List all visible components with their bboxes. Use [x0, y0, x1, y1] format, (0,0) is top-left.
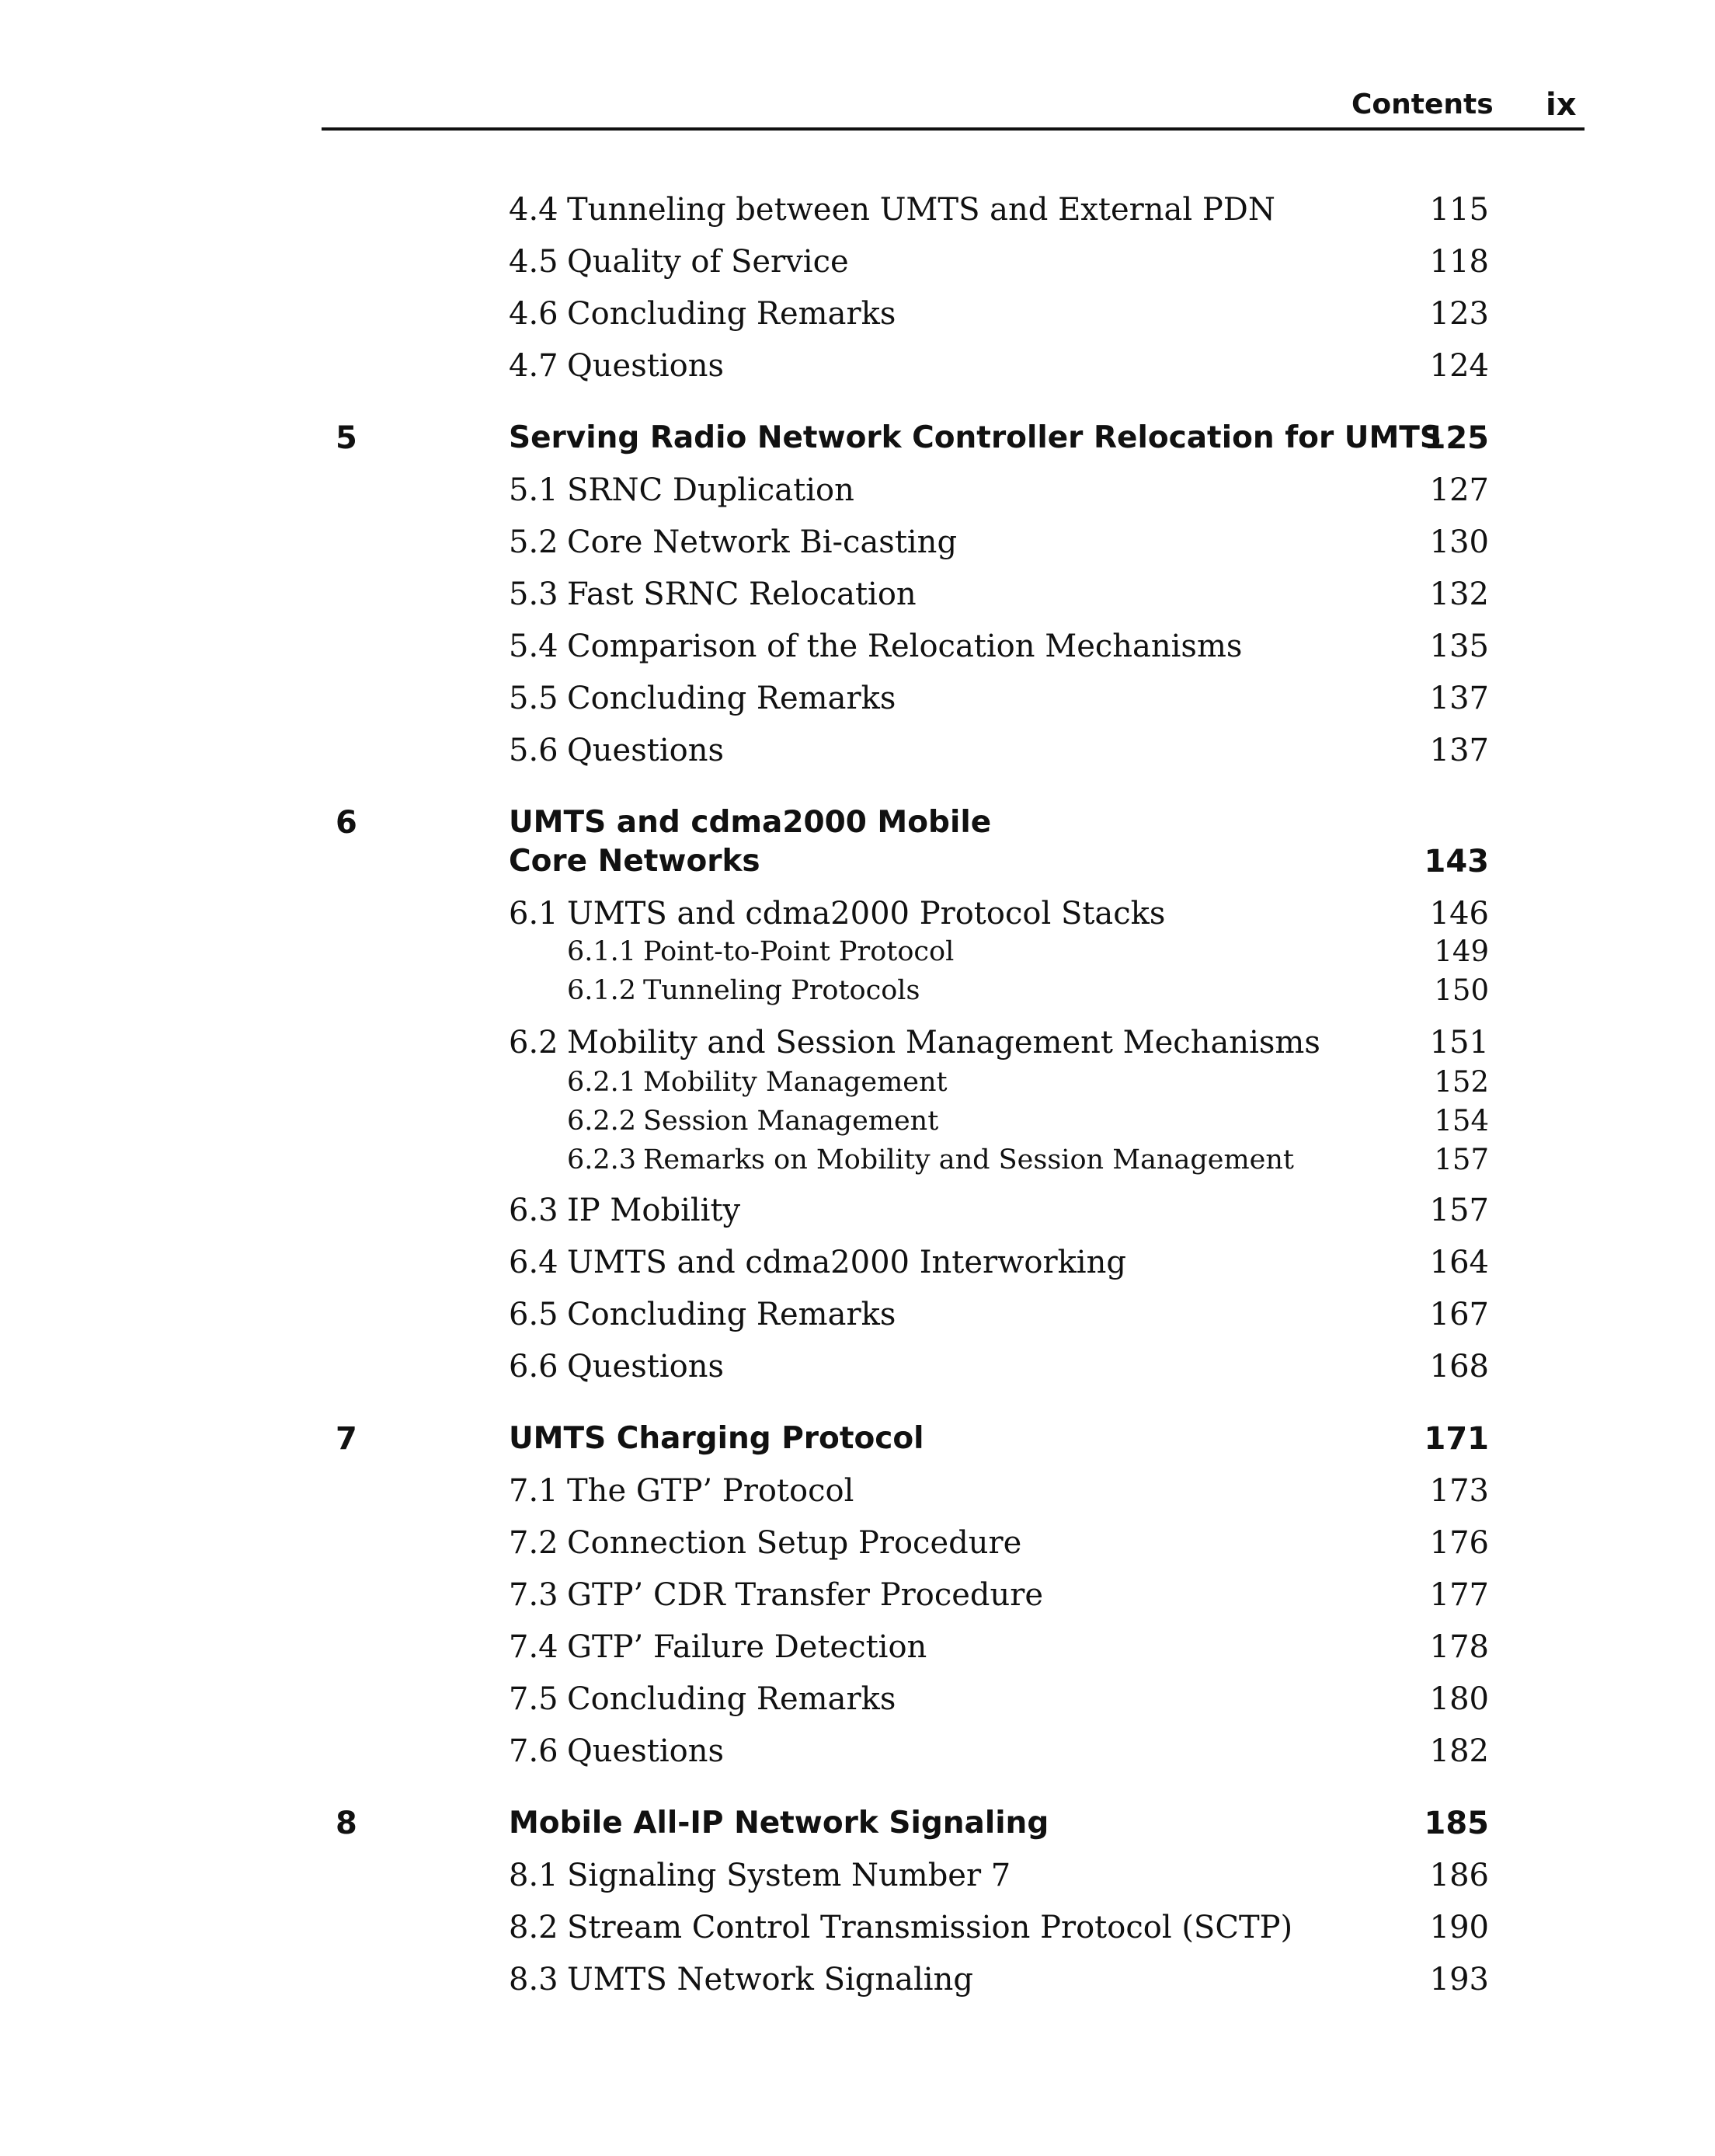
- entry-page: 157: [1429, 1193, 1489, 1228]
- entry-number: 7.2: [509, 1525, 558, 1561]
- chapter-number: 8: [336, 1806, 357, 1841]
- toc-entry[interactable]: [0, 519, 1715, 566]
- entry-page: 146: [1429, 896, 1489, 932]
- entry-page: 177: [1429, 1577, 1489, 1613]
- entry-page: 190: [1429, 1910, 1489, 1945]
- subentry-page: 150: [1434, 974, 1489, 1007]
- entry-title: GTP’ Failure Detection: [567, 1629, 927, 1665]
- entry-title: Questions: [567, 1733, 724, 1769]
- entry-title: SRNC Duplication: [567, 472, 854, 508]
- chapter-page: 143: [1424, 844, 1489, 879]
- entry-number: 5.2: [509, 524, 558, 560]
- entry-title: Core Network Bi-casting: [567, 524, 958, 560]
- toc-entry[interactable]: [0, 1624, 1715, 1670]
- subentry-title: Point-to-Point Protocol: [643, 936, 955, 967]
- entry-number: 6.6: [509, 1349, 558, 1385]
- entry-title: Quality of Service: [567, 244, 849, 280]
- toc-subentry[interactable]: [0, 1102, 1715, 1141]
- entry-number: 5.4: [509, 629, 558, 664]
- toc-entry[interactable]: [0, 239, 1715, 285]
- entry-page: 178: [1429, 1629, 1489, 1665]
- entry-title: GTP’ CDR Transfer Procedure: [567, 1577, 1044, 1613]
- entry-page: 124: [1429, 348, 1489, 384]
- subentry-title: Remarks on Mobility and Session Management: [643, 1144, 1294, 1176]
- toc-entry[interactable]: [0, 1572, 1715, 1618]
- entry-title: IP Mobility: [567, 1193, 741, 1228]
- entry-page: 127: [1429, 472, 1489, 508]
- toc-entry[interactable]: [0, 1019, 1715, 1066]
- chapter-title: Mobile All-IP Network Signaling: [509, 1806, 1049, 1841]
- toc-chapter-8[interactable]: [0, 1800, 1715, 1847]
- entry-title: Connection Setup Procedure: [567, 1525, 1022, 1561]
- subentry-number: 6.1.2: [567, 975, 637, 1006]
- entry-title: Questions: [567, 733, 724, 768]
- entry-number: 7.3: [509, 1577, 558, 1613]
- toc-entry[interactable]: [0, 675, 1715, 722]
- entry-number: 5.1: [509, 472, 558, 508]
- entry-page: 168: [1429, 1349, 1489, 1385]
- entry-page: 182: [1429, 1733, 1489, 1769]
- toc-chapter-6-continued[interactable]: [0, 838, 1715, 885]
- entry-page: 176: [1429, 1525, 1489, 1561]
- entry-title: UMTS and cdma2000 Protocol Stacks: [567, 896, 1166, 932]
- toc-subentry[interactable]: [0, 1141, 1715, 1179]
- entry-title: Stream Control Transmission Protocol (SCTP): [567, 1910, 1293, 1945]
- toc-subentry[interactable]: [0, 932, 1715, 971]
- entry-title: Questions: [567, 1349, 724, 1385]
- subentry-number: 6.2.2: [567, 1106, 637, 1137]
- entry-number: 7.4: [509, 1629, 558, 1665]
- toc-entry[interactable]: [0, 1676, 1715, 1722]
- toc-entry[interactable]: [0, 186, 1715, 233]
- entry-page: 137: [1429, 733, 1489, 768]
- toc-entry[interactable]: [0, 571, 1715, 618]
- toc-entry[interactable]: [0, 1520, 1715, 1566]
- subentry-page: 152: [1434, 1065, 1489, 1099]
- toc-entry[interactable]: [0, 890, 1715, 937]
- entry-number: 7.1: [509, 1473, 558, 1509]
- entry-number: 4.4: [509, 192, 558, 228]
- chapter-page: 171: [1424, 1421, 1489, 1457]
- subentry-title: Tunneling Protocols: [643, 975, 920, 1006]
- entry-title: Concluding Remarks: [567, 296, 896, 332]
- toc-entry[interactable]: [0, 623, 1715, 670]
- entry-title: Comparison of the Relocation Mechanisms: [567, 629, 1243, 664]
- chapter-title: Serving Radio Network Controller Relocation for UMTS: [509, 420, 1442, 455]
- subentry-number: 6.2.1: [567, 1067, 637, 1098]
- header-title: Contents: [1351, 89, 1494, 120]
- entry-number: 8.2: [509, 1910, 558, 1945]
- entry-number: 4.6: [509, 296, 558, 332]
- chapter-number: 7: [336, 1421, 357, 1457]
- toc-entry[interactable]: [0, 467, 1715, 514]
- entry-page: 167: [1429, 1297, 1489, 1332]
- entry-number: 6.2: [509, 1025, 558, 1061]
- subentry-title: Mobility Management: [643, 1067, 948, 1098]
- chapter-title: UMTS and cdma2000 Mobile: [509, 805, 992, 840]
- entry-page: 173: [1429, 1473, 1489, 1509]
- entry-page: 180: [1429, 1681, 1489, 1717]
- subentry-page: 149: [1434, 935, 1489, 968]
- entry-page: 132: [1429, 576, 1489, 612]
- toc-entry[interactable]: [0, 1956, 1715, 2003]
- entry-number: 7.6: [509, 1733, 558, 1769]
- entry-title: Tunneling between UMTS and External PDN: [567, 192, 1275, 228]
- entry-page: 123: [1429, 296, 1489, 332]
- toc-entry[interactable]: [0, 1239, 1715, 1286]
- entry-page: 135: [1429, 629, 1489, 664]
- chapter-title: Core Networks: [509, 844, 760, 879]
- entry-page: 130: [1429, 524, 1489, 560]
- subentry-number: 6.1.1: [567, 936, 637, 967]
- entry-page: 151: [1429, 1025, 1489, 1061]
- header-page-number: ix: [1546, 87, 1577, 123]
- entry-number: 5.3: [509, 576, 558, 612]
- entry-title: Concluding Remarks: [567, 681, 896, 716]
- subentry-title: Session Management: [643, 1106, 939, 1137]
- entry-page: 115: [1429, 192, 1489, 228]
- toc-entry[interactable]: [0, 1904, 1715, 1951]
- entry-title: UMTS and cdma2000 Interworking: [567, 1245, 1126, 1280]
- toc-entry[interactable]: [0, 1291, 1715, 1338]
- chapter-page: 185: [1424, 1806, 1489, 1841]
- toc-entry[interactable]: [0, 1343, 1715, 1390]
- entry-number: 5.6: [509, 733, 558, 768]
- toc-entry[interactable]: [0, 291, 1715, 337]
- entry-number: 4.7: [509, 348, 558, 384]
- toc-chapter-7[interactable]: [0, 1416, 1715, 1462]
- entry-title: UMTS Network Signaling: [567, 1962, 973, 1998]
- chapter-page: 125: [1424, 420, 1489, 456]
- chapter-number: 5: [336, 420, 357, 456]
- entry-page: 193: [1429, 1962, 1489, 1998]
- entry-title: Concluding Remarks: [567, 1297, 896, 1332]
- subentry-number: 6.2.3: [567, 1144, 637, 1176]
- entry-number: 6.4: [509, 1245, 558, 1280]
- chapter-title: UMTS Charging Protocol: [509, 1421, 924, 1456]
- toc-entry[interactable]: [0, 1728, 1715, 1775]
- entry-title: Fast SRNC Relocation: [567, 576, 917, 612]
- toc-subentry[interactable]: [0, 1063, 1715, 1102]
- entry-page: 186: [1429, 1858, 1489, 1893]
- entry-title: Concluding Remarks: [567, 1681, 896, 1717]
- toc-entry[interactable]: [0, 1187, 1715, 1234]
- entry-number: 6.1: [509, 896, 558, 932]
- entry-number: 8.3: [509, 1962, 558, 1998]
- entry-title: Signaling System Number 7: [567, 1858, 1011, 1893]
- subentry-page: 157: [1434, 1143, 1489, 1176]
- toc-entry[interactable]: [0, 343, 1715, 389]
- entry-number: 8.1: [509, 1858, 558, 1893]
- entry-title: Questions: [567, 348, 724, 384]
- entry-page: 118: [1429, 244, 1489, 280]
- entry-number: 4.5: [509, 244, 558, 280]
- entry-page: 164: [1429, 1245, 1489, 1280]
- entry-title: The GTP’ Protocol: [567, 1473, 854, 1509]
- entry-title: Mobility and Session Management Mechanisms: [567, 1025, 1320, 1061]
- toc-entry[interactable]: [0, 1468, 1715, 1514]
- entry-number: 6.3: [509, 1193, 558, 1228]
- header-rule: [322, 127, 1585, 131]
- toc-entry[interactable]: [0, 1852, 1715, 1899]
- entry-number: 6.5: [509, 1297, 558, 1332]
- chapter-number: 6: [336, 805, 357, 841]
- entry-number: 7.5: [509, 1681, 558, 1717]
- subentry-page: 154: [1434, 1104, 1489, 1137]
- toc-chapter-5[interactable]: [0, 415, 1715, 462]
- entry-page: 137: [1429, 681, 1489, 716]
- entry-number: 5.5: [509, 681, 558, 716]
- toc-entry[interactable]: [0, 727, 1715, 774]
- toc-subentry[interactable]: [0, 971, 1715, 1010]
